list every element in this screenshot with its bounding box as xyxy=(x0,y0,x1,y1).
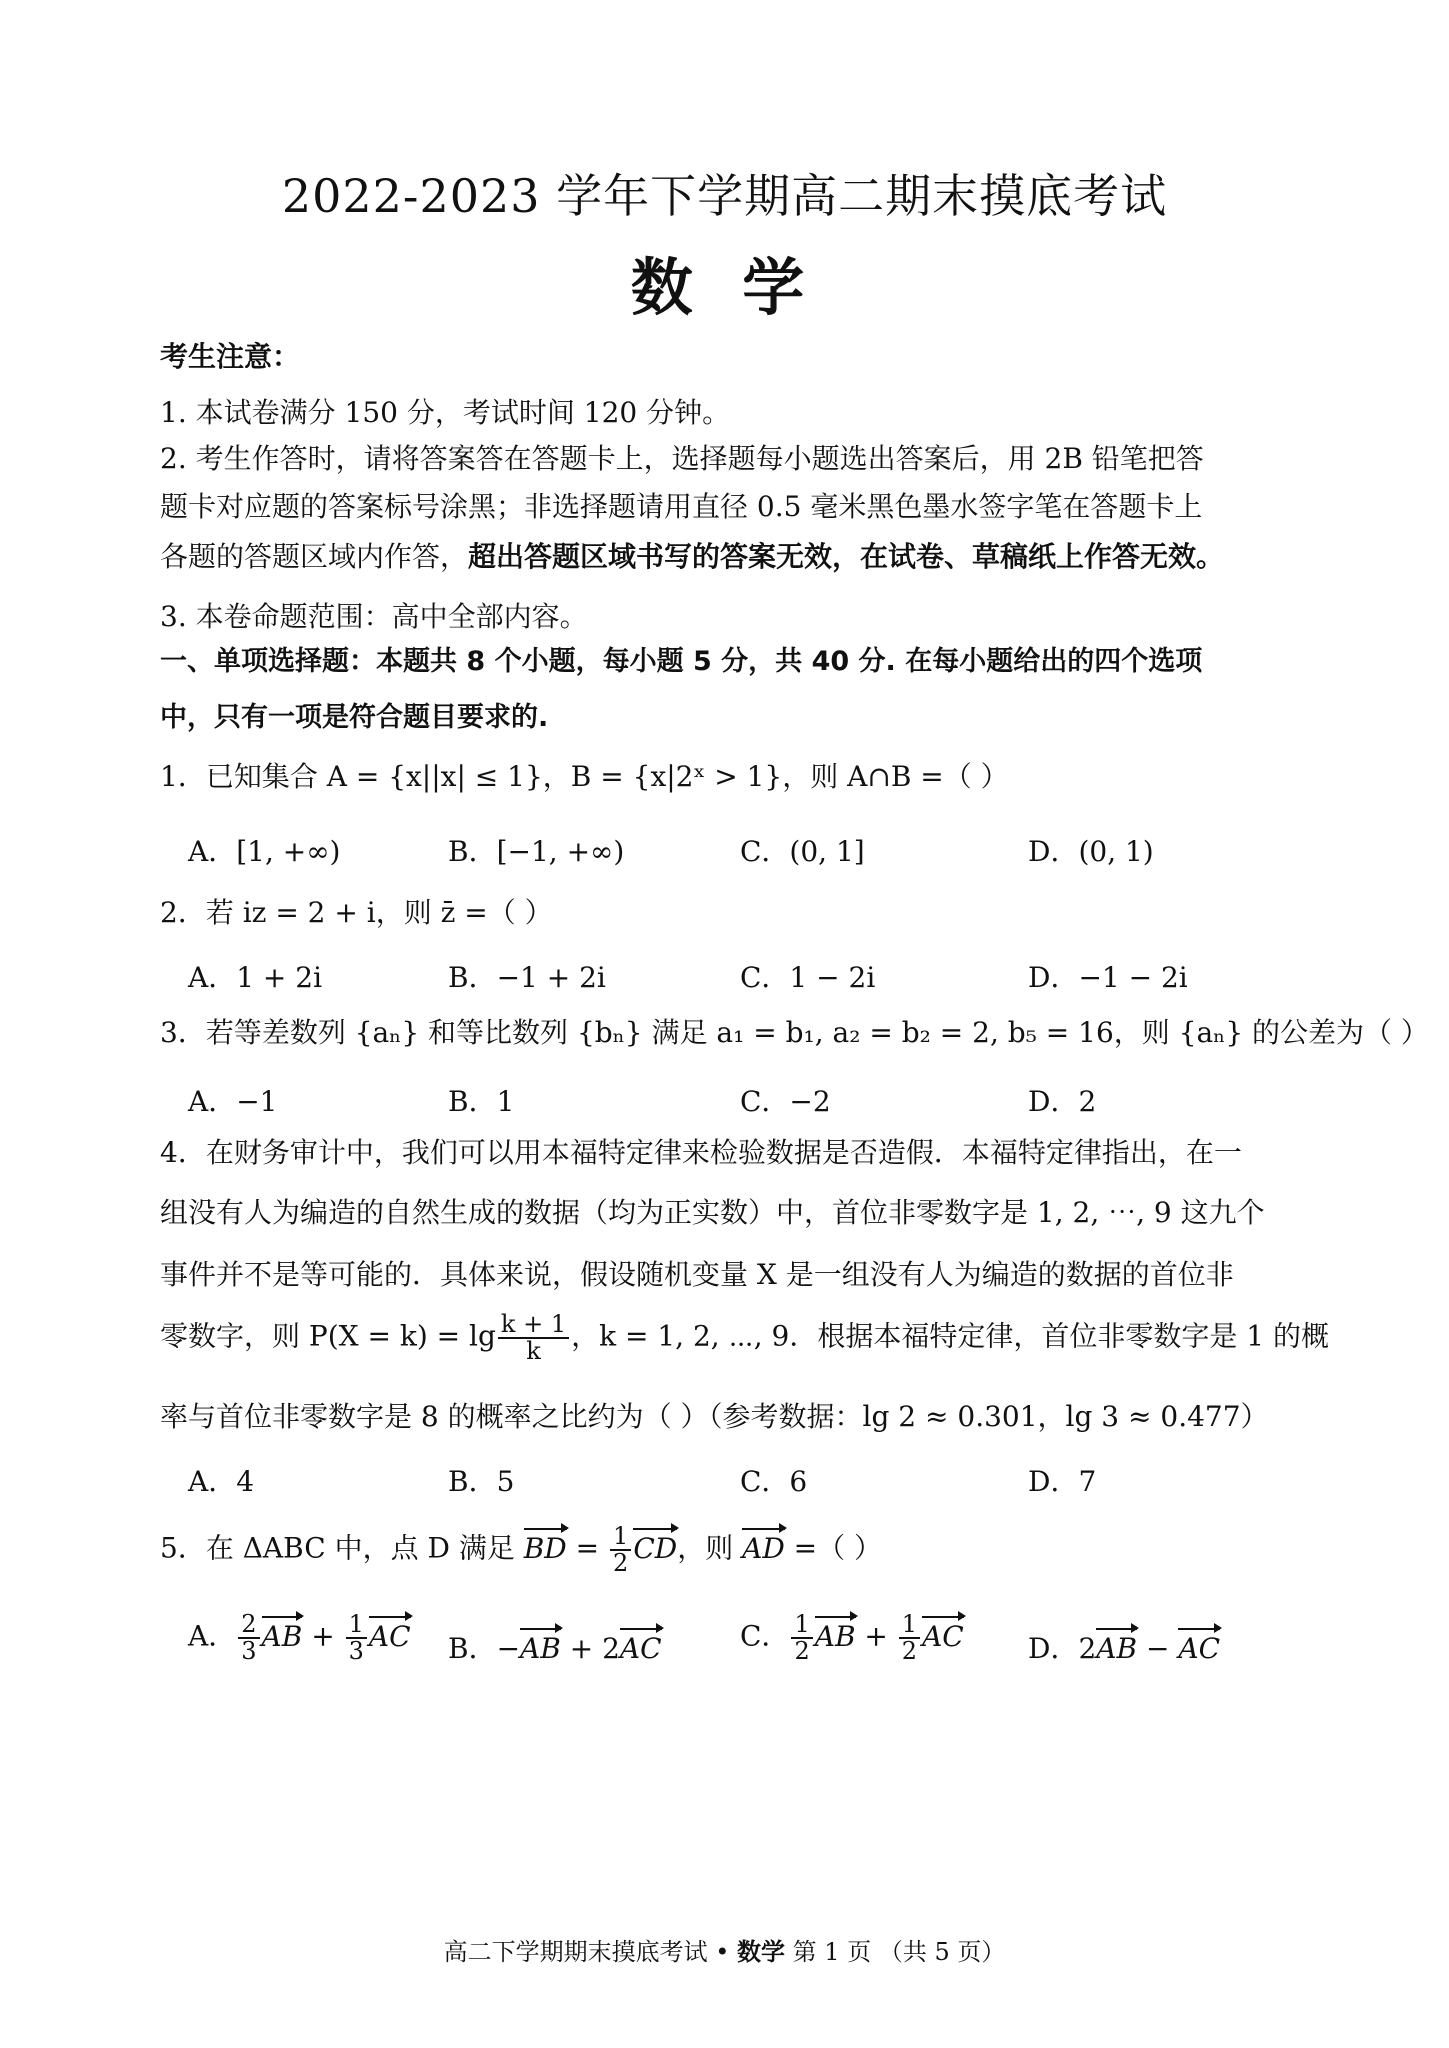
question-4-option-d: D．7 xyxy=(1028,1465,1097,1498)
question-5-option-b-label: B． xyxy=(448,1632,497,1665)
question-5-half-numerator: 1 xyxy=(610,1524,631,1551)
question-5-half-denominator: 2 xyxy=(613,1549,629,1578)
question-1-option-d: D．(0, 1) xyxy=(1028,835,1154,868)
question-1-option-b: B．[−1, +∞) xyxy=(448,835,625,868)
section-1-heading-line-2: 中，只有一项是符合题目要求的. xyxy=(160,702,549,733)
vector-ac: AC xyxy=(1178,1626,1220,1665)
question-3-option-a: A．−1 xyxy=(188,1085,278,1118)
question-4-fraction xyxy=(498,1312,569,1364)
option-d-minus: − xyxy=(1137,1632,1179,1665)
question-5-stem-pre: 5．在 ΔABC 中，点 D 满足 xyxy=(160,1531,515,1565)
vector-ab: AB xyxy=(1096,1626,1137,1665)
question-4-line-1: 4．在财务审计中，我们可以用本福特定律来检验数据是否造假．本福特定律指出，在一 xyxy=(160,1136,1242,1169)
question-4-option-c: C．6 xyxy=(740,1465,808,1498)
option-c-fraction-2-numerator: 1 xyxy=(899,1612,920,1639)
question-5-stem-mid: ，则 xyxy=(677,1531,734,1565)
question-4-option-b: B．5 xyxy=(448,1465,515,1498)
vector-ac: AC xyxy=(922,1614,964,1653)
notice-heading: 考生注意： xyxy=(160,340,301,373)
footer-left: 高二下学期期末摸底考试 • xyxy=(443,1938,738,1966)
footer-subject: 数学 xyxy=(737,1938,786,1966)
vector-ac: AC xyxy=(369,1614,411,1653)
question-5-option-c-label: C． xyxy=(740,1619,790,1653)
option-c-fraction-1 xyxy=(791,1612,812,1664)
question-4-line-5: 率与首位非零数字是 8 的概率之比约为（ ）（参考数据：lg 2 ≈ 0.301，lg 3 ≈ 0.477） xyxy=(160,1400,1269,1433)
question-5-stem-post: =（ ） xyxy=(784,1531,883,1565)
vector-ad: AD xyxy=(742,1526,785,1566)
question-5-option-c xyxy=(740,1612,964,1664)
notice-item-2-line-3-text: 各题的答题区域内作答， xyxy=(160,540,469,573)
option-c-fraction-2 xyxy=(899,1612,920,1664)
option-c-plus: + xyxy=(855,1619,897,1653)
question-5-option-a-label: A． xyxy=(188,1619,237,1653)
option-a-fraction-1-numerator: 2 xyxy=(238,1612,259,1639)
question-4-formula-pre: 零数字，则 P(X = k) = lg xyxy=(160,1319,496,1353)
section-1-heading-line-1: 一、单项选择题：本题共 8 个小题，每小题 5 分，共 40 分. 在每小题给出的四个选项 xyxy=(160,646,1203,677)
question-5-half-fraction xyxy=(610,1524,631,1576)
question-5-option-d xyxy=(1028,1626,1220,1667)
footer-page-number: 第 1 页 （共 5 页） xyxy=(785,1938,1006,1966)
question-4-formula-post: ，k = 1, 2, ⋯, 9．根据本福特定律，首位非零数字是 1 的概 xyxy=(571,1319,1329,1353)
notice-warning: 超出答题区域书写的答案无效，在试卷、草稿纸上作答无效。 xyxy=(468,540,1225,573)
option-c-fraction-2-denominator: 2 xyxy=(901,1637,918,1666)
question-3-option-b: B．1 xyxy=(448,1085,515,1118)
page-footer xyxy=(0,1932,1449,1967)
question-1-option-c: C．(0, 1] xyxy=(740,835,865,868)
question-1-option-a: A．[1, +∞) xyxy=(188,835,341,868)
notice-item-3: 3. 本卷命题范围：高中全部内容。 xyxy=(160,600,588,633)
option-a-fraction-2 xyxy=(346,1612,367,1664)
question-5-option-a xyxy=(188,1612,411,1664)
option-a-fraction-1-denominator: 3 xyxy=(241,1637,257,1666)
question-4-fraction-denominator: k xyxy=(526,1337,541,1366)
option-a-plus: + xyxy=(302,1619,344,1653)
vector-ab: AB xyxy=(520,1626,561,1665)
vector-ac: AC xyxy=(620,1626,662,1665)
option-c-fraction-1-numerator: 1 xyxy=(791,1612,812,1639)
question-3-option-d: D．2 xyxy=(1028,1085,1097,1118)
subject-title: 数 学 xyxy=(630,251,819,324)
option-d-coef: 2 xyxy=(1078,1632,1097,1665)
question-2-option-b: B．−1 + 2i xyxy=(448,961,606,994)
question-5-stem xyxy=(160,1524,882,1576)
question-2-option-c: C．1 − 2i xyxy=(740,961,876,994)
question-4-fraction-numerator: k + 1 xyxy=(498,1312,569,1339)
option-b-mid: + 2 xyxy=(560,1632,620,1665)
question-3-option-c: C．−2 xyxy=(740,1085,831,1118)
exam-title: 2022-2023 学年下学期高二期末摸底考试 xyxy=(281,169,1168,223)
option-a-fraction-2-denominator: 3 xyxy=(348,1637,364,1666)
option-c-fraction-1-denominator: 2 xyxy=(794,1637,810,1666)
question-2-stem: 2．若 iz = 2 + i，则 z̄ =（ ） xyxy=(160,896,553,929)
option-a-fraction-1 xyxy=(238,1612,259,1664)
question-4-line-4 xyxy=(160,1312,1329,1364)
vector-bd: BD xyxy=(524,1526,567,1566)
notice-item-1: 1. 本试卷满分 150 分，考试时间 120 分钟。 xyxy=(160,396,731,429)
vector-ab: AB xyxy=(262,1614,303,1653)
question-1-stem: 1．已知集合 A = {x||x| ≤ 1}，B = {x|2ˣ > 1}，则 A∩B =（ ） xyxy=(160,760,1009,793)
question-2-option-d: D．−1 − 2i xyxy=(1028,961,1188,994)
question-4-line-2: 组没有人为编造的自然生成的数据（均为正实数）中，首位非零数字是 1, 2, ⋯, 9 这九个 xyxy=(160,1196,1265,1229)
notice-item-2-line-1: 2. 考生作答时，请将答案答在答题卡上，选择题每小题选出答案后，用 2B 铅笔把答 xyxy=(160,442,1204,475)
notice-item-2-line-2: 题卡对应题的答案标号涂黑；非选择题请用直径 0.5 毫米黑色墨水签字笔在答题卡上 xyxy=(160,490,1203,523)
question-2-option-a: A．1 + 2i xyxy=(188,961,323,994)
notice-item-2-line-3 xyxy=(160,540,1224,574)
question-5-equals: = xyxy=(566,1531,609,1565)
option-b-minus: − xyxy=(496,1632,521,1665)
question-4-option-a: A．4 xyxy=(188,1465,255,1498)
option-a-fraction-2-numerator: 1 xyxy=(346,1612,367,1639)
question-5-option-b xyxy=(448,1626,662,1667)
vector-cd: CD xyxy=(633,1526,677,1566)
question-3-stem: 3．若等差数列 {aₙ} 和等比数列 {bₙ} 满足 a₁ = b₁, a₂ = b₂ = 2, b₅ = 16，则 {aₙ} 的公差为（ ） xyxy=(160,1016,1429,1049)
question-4-line-3: 事件并不是等可能的．具体来说，假设随机变量 X 是一组没有人为编造的数据的首位非 xyxy=(160,1258,1234,1291)
vector-ab: AB xyxy=(815,1614,856,1653)
question-5-option-d-label: D． xyxy=(1028,1632,1079,1665)
